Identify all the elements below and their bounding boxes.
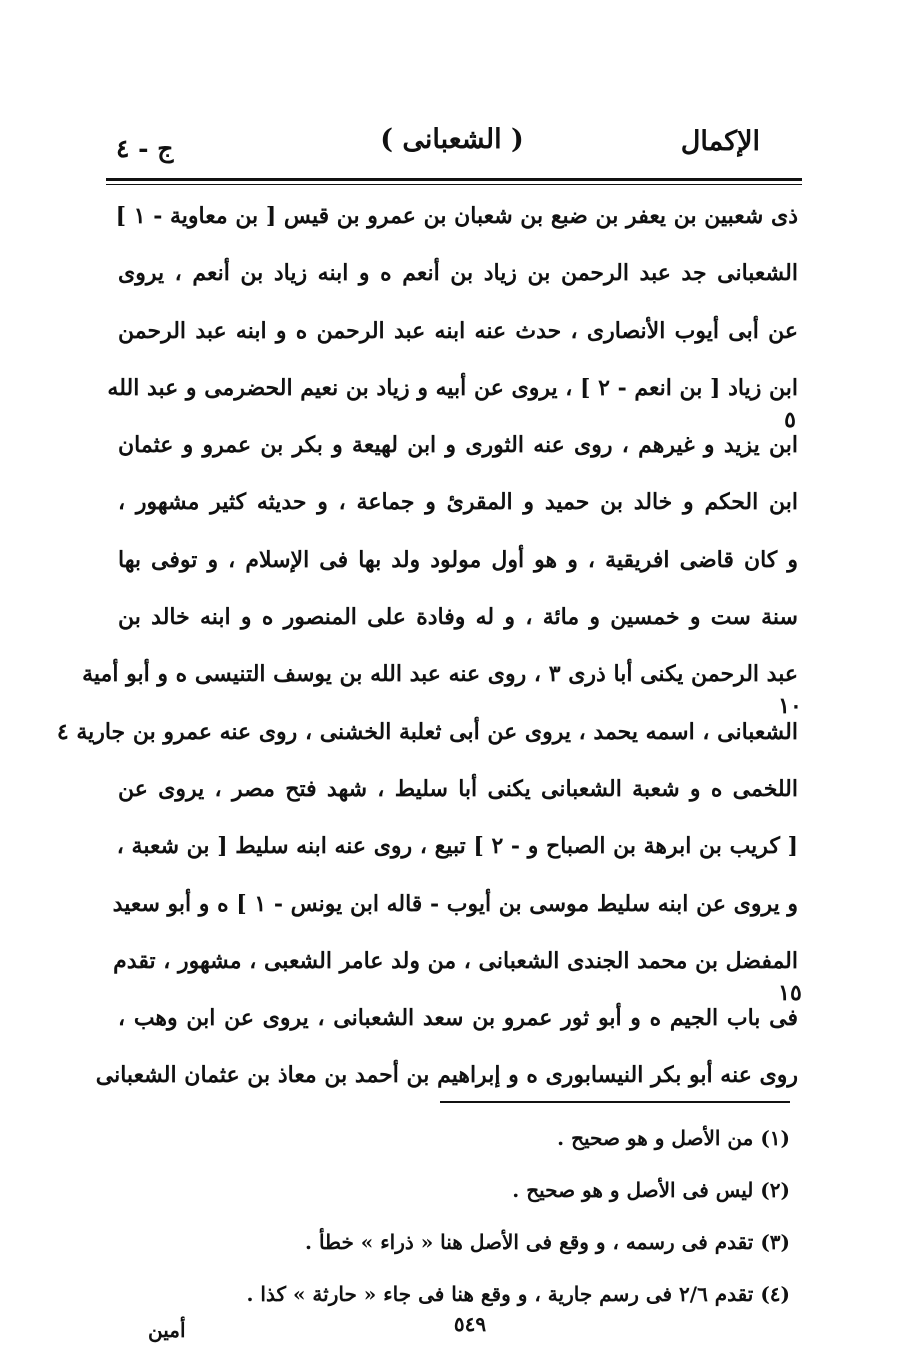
section-title: ( الشعبانى ) (380, 124, 524, 155)
text-line: و يروى عن ابنه سليط موسى بن أيوب - قاله ابن يونس - ١ ] ه و أبو سعيد (112, 890, 798, 917)
line-number-10: ١٠ (778, 693, 802, 719)
text-line: و كان قاضى افريقية ، و هو أول مولود ولد بها فى الإسلام ، و توفى بها (118, 546, 798, 573)
page-number: ٥٤٩ (453, 1312, 487, 1336)
text-line: الشعبانى ، اسمه يحمد ، يروى عن أبى ثعلبة الخشنى ، روى عنه عمرو بن جارية ٤ (56, 718, 798, 745)
text-line: ابن الحكم و خالد بن حميد و المقرئ و جماعة ، و حديثه كثير مشهور ، (118, 489, 798, 516)
text-line: روى عنه أبو بكر النيسابورى ه و إبراهيم بن أحمد بن معاذ بن عثمان الشعبانى (95, 1062, 798, 1089)
footnotes (200, 1112, 790, 1320)
footnote-1: (١) من الأصل و هو صحيح . (557, 1126, 790, 1150)
text-line: عبد الرحمن يكنى أبا ذرى ٣ ، روى عنه عبد الله بن يوسف التنيسى ه و أبو أمية (82, 661, 798, 688)
footnote-4: (٤) تقدم ٢/٦ فى رسم جارية ، و وقع هنا فى جاء « حارثة » كذا . (246, 1282, 790, 1306)
text-line: ابن زياد [ بن انعم - ٢ ] ، يروى عن أبيه و زياد بن نعيم الحضرمى و عبد الله (107, 374, 798, 401)
footnote-2: (٢) ليس فى الأصل و هو صحيح . (512, 1178, 790, 1202)
line-number-15: ١٥ (778, 980, 802, 1006)
header-rule (106, 178, 802, 181)
line-number-5: ٥ (784, 407, 796, 433)
text-line: فى باب الجيم ه و أبو ثور عمرو بن سعد الشعبانى ، يروى عن ابن وهب ، (118, 1005, 798, 1032)
book-title: الإكمال (680, 126, 760, 157)
main-text (56, 188, 798, 1105)
page-header (108, 120, 796, 170)
footnote-rule (440, 1101, 790, 1103)
text-line: ابن يزيد و غيرهم ، روى عنه الثورى و ابن لهيعة و بكر بن عمرو و عثمان (118, 432, 798, 459)
footnote-3: (٣) تقدم فى رسمه ، و وقع فى الأصل هنا « ذراء » خطأ . (305, 1230, 790, 1254)
text-line: المفضل بن محمد الجندى الشعبانى ، من ولد عامر الشعبى ، مشهور ، تقدم (113, 947, 798, 974)
text-line: [ كريب بن ابرهة بن الصباح و - ٢ ] تبيع ، روى عنه ابنه سليط [ بن شعبة ، (116, 833, 798, 860)
text-line: ذى شعبين بن يعفر بن ضبع بن شعبان بن عمرو بن قيس [ بن معاوية - ١ ] (115, 203, 798, 229)
text-line: عن أبى أيوب الأنصارى ، حدث عنه ابنه عبد الرحمن ه و ابنه عبد الرحمن (118, 317, 798, 344)
header-rule-thin (106, 184, 802, 185)
text-line: اللخمى ه و شعبة الشعبانى يكنى أبا سليط ، شهد فتح مصر ، يروى عن (118, 775, 798, 802)
footer-mark: أمين (148, 1318, 186, 1342)
volume-label: ج - ٤ (116, 134, 174, 163)
text-line: سنة ست و خمسين و مائة ، و له وفادة على المنصور ه و ابنه خالد بن (118, 604, 798, 631)
text-line: الشعبانى جد عبد الرحمن بن زياد بن أنعم ه و ابنه زياد بن أنعم ، يروى (118, 260, 798, 287)
